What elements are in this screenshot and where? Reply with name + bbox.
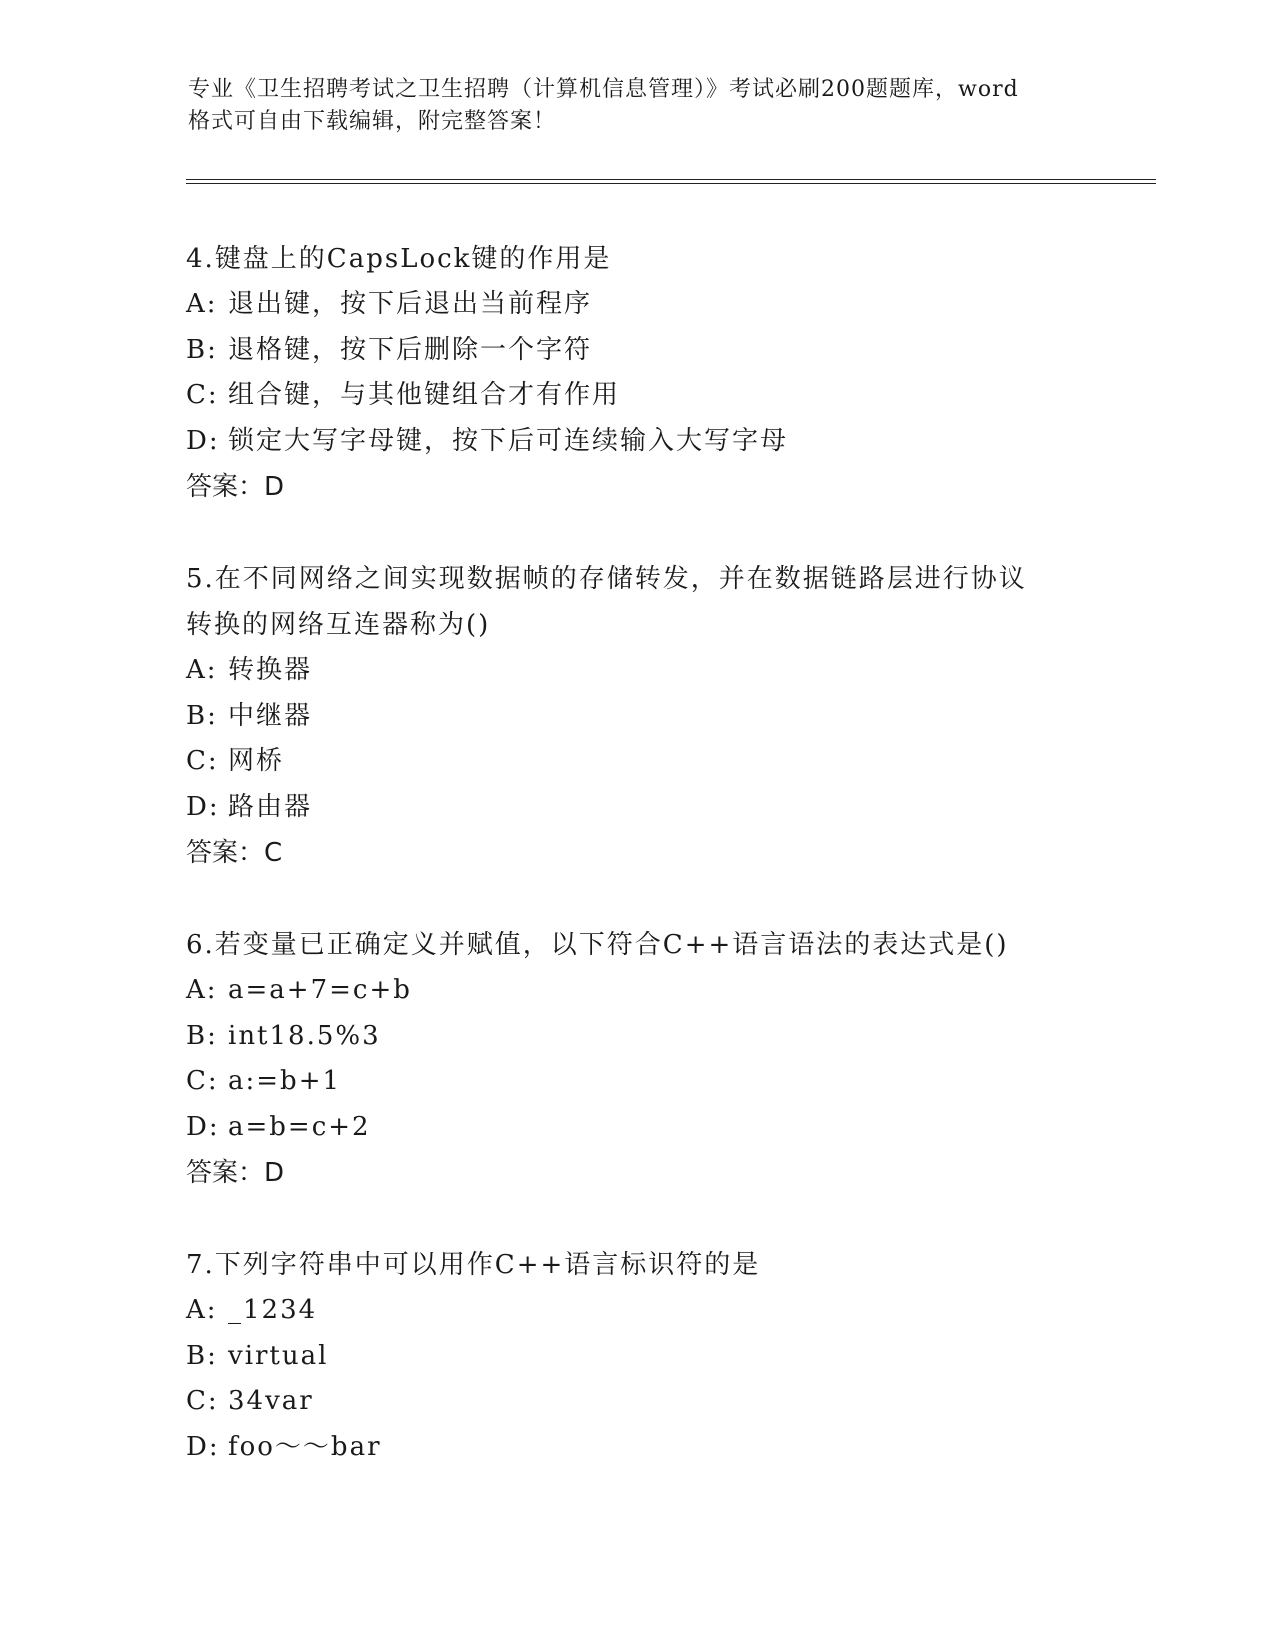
option-a [186, 968, 1086, 1014]
question-stem-line-1: 5.在不同网络之间实现数据帧的存储转发，并在数据链路层进行协议 [186, 564, 1027, 594]
option-key: D: [186, 791, 220, 822]
option-a [186, 282, 1086, 328]
option-d [186, 785, 1086, 831]
option-text: 路由器 [228, 791, 313, 822]
option-key: B: [186, 700, 218, 731]
option-text: _1234 [228, 1295, 318, 1325]
option-text: a=a+7=c+b [228, 975, 412, 1005]
header-line-2: 格式可自由下载编辑，附完整答案！ [188, 109, 557, 134]
option-text: 转换器 [228, 655, 313, 685]
option-d [186, 419, 1086, 465]
option-a [186, 648, 1086, 694]
option-text: a=b=c+2 [228, 1111, 371, 1142]
question-list [186, 236, 1086, 1516]
option-text: int18.5%3 [228, 1020, 381, 1051]
option-text: a:=b+1 [228, 1066, 342, 1096]
header-line-1: 专业《卫生招聘考试之卫生招聘（计算机信息管理）》考试必刷200题题库，word [188, 77, 1019, 102]
option-c [186, 1059, 1086, 1105]
option-b [186, 1334, 1086, 1380]
option-text: foo～～bar [228, 1431, 382, 1462]
option-key: D: [186, 1431, 220, 1462]
option-key: D: [186, 425, 220, 456]
option-text: 组合键，与其他键组合才有作用 [228, 380, 621, 410]
question-stem-line-2: 转换的网络互连器称为() [186, 610, 491, 640]
option-key: B: [186, 334, 218, 365]
option-text: 网桥 [228, 746, 285, 776]
document-header [188, 74, 1098, 138]
question-4 [186, 236, 1086, 510]
header-divider-top [186, 179, 1156, 180]
option-key: B: [186, 1020, 218, 1051]
option-key: C: [186, 1066, 219, 1096]
option-text: virtual [228, 1340, 329, 1371]
option-b [186, 694, 1086, 740]
option-text: 中继器 [228, 700, 313, 731]
option-text: 退格键，按下后删除一个字符 [228, 334, 593, 365]
option-text: 锁定大写字母键，按下后可连续输入大写字母 [228, 425, 789, 456]
question-7 [186, 1242, 1086, 1470]
option-text: 退出键，按下后退出当前程序 [228, 289, 593, 319]
option-key: C: [186, 1386, 219, 1416]
answer-line: 答案：D [186, 1158, 285, 1188]
option-text: 34var [228, 1386, 314, 1416]
option-d [186, 1105, 1086, 1151]
question-6 [186, 922, 1086, 1196]
option-d [186, 1425, 1086, 1471]
option-key: A: [186, 289, 218, 319]
question-stem: 7.下列字符串中可以用作C++语言标识符的是 [186, 1250, 761, 1280]
option-key: C: [186, 746, 219, 776]
option-b [186, 1014, 1086, 1060]
option-b [186, 328, 1086, 374]
option-a [186, 1288, 1086, 1334]
header-divider-bottom [186, 183, 1156, 184]
question-stem: 6.若变量已正确定义并赋值，以下符合C++语言语法的表达式是() [186, 930, 1009, 960]
option-key: B: [186, 1340, 218, 1371]
answer-line: 答案：D [186, 472, 285, 502]
option-key: A: [186, 655, 218, 685]
option-key: C: [186, 380, 219, 410]
answer-line: 答案：C [186, 838, 283, 868]
option-c [186, 1379, 1086, 1425]
option-key: D: [186, 1111, 220, 1142]
option-key: A: [186, 1295, 218, 1325]
option-c [186, 739, 1086, 785]
option-c [186, 373, 1086, 419]
option-key: A: [186, 975, 218, 1005]
question-stem: 4.键盘上的CapsLock键的作用是 [186, 244, 612, 274]
question-5 [186, 556, 1086, 876]
